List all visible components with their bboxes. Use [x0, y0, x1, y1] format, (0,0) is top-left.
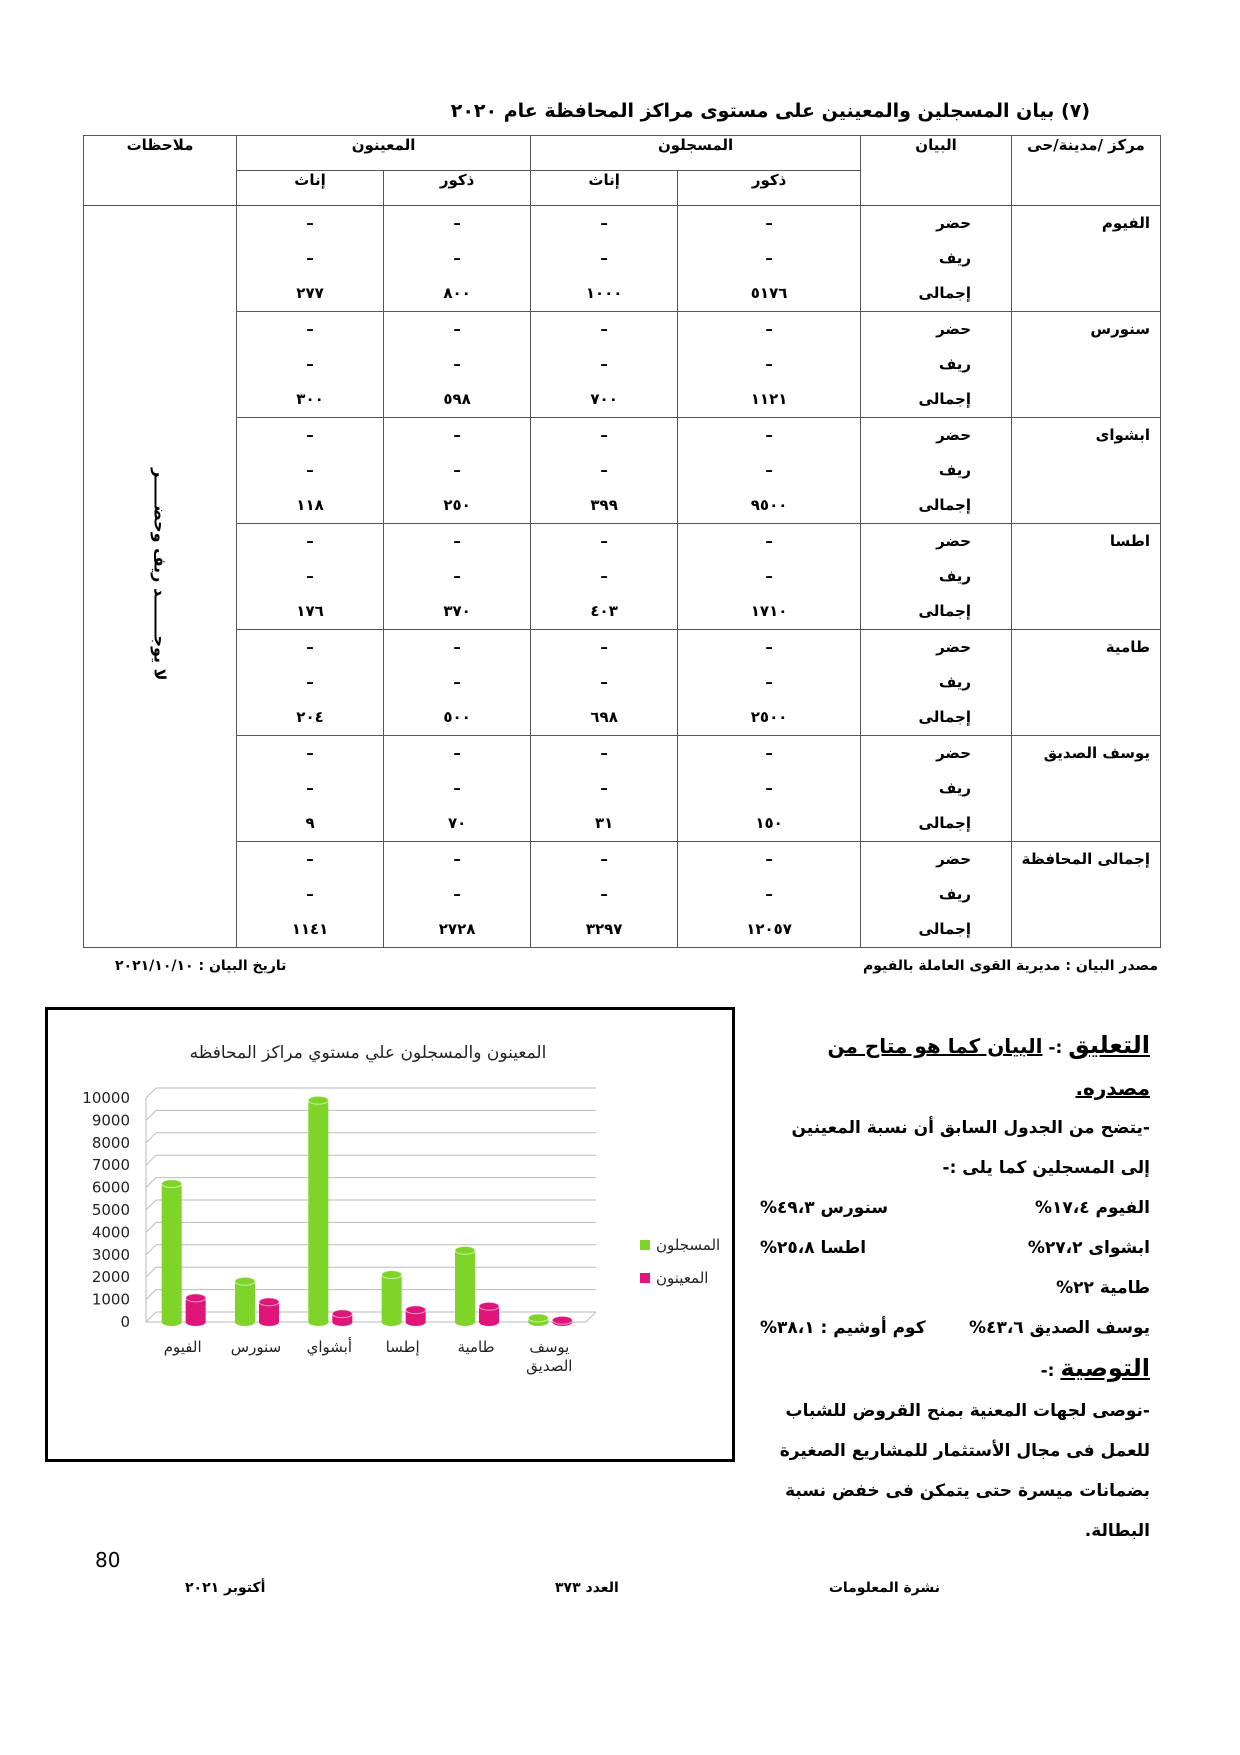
- ratio-item: ابشواى ٢٧،٢%: [1027, 1238, 1150, 1258]
- table-row: [84, 312, 1161, 418]
- cell-dash: –: [453, 850, 461, 868]
- cell-dash: –: [600, 320, 608, 338]
- cell-dash: –: [453, 320, 461, 338]
- legend-label: المعينون: [656, 1269, 709, 1287]
- cell-dash: –: [453, 249, 461, 267]
- footer-center: العدد ٣٧٣: [555, 1580, 619, 1596]
- cell-dash: –: [453, 567, 461, 585]
- recommendation-sep: :-: [1040, 1361, 1055, 1381]
- bar-registered-top: [162, 1180, 182, 1188]
- cell-total: ٣٩٩: [590, 496, 618, 514]
- x-tick-label: أبشواي: [306, 1338, 353, 1356]
- row-label: ريف: [938, 567, 971, 585]
- header-appointed: المعينون: [237, 136, 531, 171]
- cell-total: ٢٥٠٠: [750, 708, 788, 726]
- row-label: ريف: [938, 249, 971, 267]
- cell-dash: –: [306, 320, 314, 338]
- ratio-row: [760, 1308, 1150, 1348]
- cell-dash: –: [453, 426, 461, 444]
- district-name: سنورس: [1012, 312, 1161, 418]
- notes-text: لا يوجـــــــد ريف وحضـــــر: [150, 468, 170, 681]
- cell-dash: –: [600, 461, 608, 479]
- bar-registered-base: [455, 1318, 475, 1326]
- cell-dash: –: [765, 249, 773, 267]
- comment-heading-rest: البيان كما هو متاح من: [827, 1034, 1043, 1058]
- ratio-row: [760, 1268, 1150, 1308]
- table-row: [84, 418, 1161, 524]
- bar-registered: [455, 1250, 475, 1322]
- bar-registered-top: [528, 1314, 548, 1322]
- cell-dash: –: [600, 426, 608, 444]
- district-name: طامية: [1012, 630, 1161, 736]
- cell-dash: –: [453, 355, 461, 373]
- comment-sep: :-: [1048, 1038, 1063, 1058]
- district-name: إجمالى المحافظة: [1012, 842, 1161, 948]
- bar-registered-base: [382, 1318, 402, 1326]
- row-label: ريف: [938, 885, 971, 903]
- table-row: [84, 206, 1161, 312]
- cell-dash: –: [306, 426, 314, 444]
- ratio-item: اطسا ٢٥،٨%: [760, 1238, 867, 1258]
- cell-total: ٣٢٩٧: [585, 920, 623, 938]
- row-label: حضر: [936, 638, 971, 656]
- chart-title: المعينون والمسجلون علي مستوي مراكز المحافظه: [189, 1043, 547, 1063]
- cell-total: ٩٥٠٠: [750, 496, 788, 514]
- bar-appointed-top: [186, 1294, 206, 1302]
- gridline-slant: [146, 1155, 156, 1165]
- ratio-item: يوسف الصديق ٤٣،٦%: [969, 1318, 1150, 1338]
- cell-dash: –: [453, 214, 461, 232]
- y-tick-label: 6000: [91, 1178, 130, 1197]
- x-axis-corner: [586, 1312, 596, 1322]
- cell-dash: –: [306, 249, 314, 267]
- cell-dash: –: [600, 744, 608, 762]
- cell-total: ١٢٠٥٧: [746, 920, 792, 938]
- cell-dash: –: [306, 355, 314, 373]
- cell-total: ١٧١٠: [750, 602, 788, 620]
- cell-dash: –: [600, 638, 608, 656]
- x-tick-label: سنورس: [230, 1338, 282, 1356]
- table-title: (٧) بيان المسجلين والمعينين على مستوى مراكز المحافظة عام ٢٠٢٠: [450, 100, 1090, 122]
- cell-dash: –: [765, 320, 773, 338]
- page-number: 80: [95, 1548, 121, 1572]
- row-label: ريف: [938, 355, 971, 373]
- cell-dash: –: [306, 214, 314, 232]
- district-name: يوسف الصديق: [1012, 736, 1161, 842]
- cell-total: ٧٠: [447, 814, 467, 832]
- y-tick-label: 2000: [91, 1268, 130, 1287]
- comment-heading: التعليق: [1068, 1031, 1150, 1059]
- gridline-slant: [146, 1178, 156, 1188]
- gridline-slant: [146, 1245, 156, 1255]
- cell-dash: –: [765, 355, 773, 373]
- cell-total: ١١٨: [296, 496, 324, 514]
- cell-dash: –: [600, 779, 608, 797]
- cell-total: ١١٤١: [291, 920, 329, 938]
- gridline-slant: [146, 1110, 156, 1120]
- header-notes: ملاحظات: [84, 136, 237, 206]
- cell-dash: –: [453, 532, 461, 550]
- row-label: حضر: [936, 426, 971, 444]
- bar-appointed-base: [259, 1318, 279, 1326]
- cell-total: ٦٩٨: [590, 708, 618, 726]
- bar-registered-base: [162, 1318, 182, 1326]
- cell-dash: –: [453, 779, 461, 797]
- footer-left: أكتوبر ٢٠٢١: [185, 1580, 266, 1596]
- cell-total: ١١٢١: [750, 390, 788, 408]
- cell-dash: –: [306, 779, 314, 797]
- cell-dash: –: [453, 673, 461, 691]
- cell-dash: –: [600, 532, 608, 550]
- cell-total: ٧٠٠: [590, 390, 618, 408]
- cell-dash: –: [765, 214, 773, 232]
- legend-label: المسجلون: [656, 1236, 721, 1254]
- gridline-slant: [146, 1222, 156, 1232]
- y-tick-label: 1000: [91, 1290, 130, 1309]
- ratio-list: [760, 1188, 1150, 1348]
- header-district: مركز /مدينة/حى: [1012, 136, 1161, 206]
- cell-dash: –: [765, 532, 773, 550]
- row-label: إجمالى: [918, 814, 971, 832]
- x-tick-label: طامية: [457, 1338, 495, 1356]
- ratio-item: كوم أوشيم : ٣٨،١%: [760, 1318, 926, 1338]
- bar-registered-top: [382, 1271, 402, 1279]
- bar-registered: [162, 1184, 182, 1322]
- table-row: [84, 736, 1161, 842]
- cell-total: ١٥٠: [755, 814, 783, 832]
- row-label: ريف: [938, 779, 971, 797]
- cell-total: ٥٩٨: [443, 390, 471, 408]
- y-tick-label: 0: [120, 1313, 130, 1331]
- bar-registered: [235, 1281, 255, 1322]
- bar-registered-top: [235, 1277, 255, 1285]
- row-label: حضر: [936, 214, 971, 232]
- y-tick-label: 8000: [91, 1133, 130, 1152]
- cell-dash: –: [600, 567, 608, 585]
- cell-dash: –: [306, 567, 314, 585]
- y-tick-label: 3000: [91, 1245, 130, 1264]
- cell-dash: –: [306, 673, 314, 691]
- gridline-slant: [146, 1312, 156, 1322]
- cell-dash: –: [306, 461, 314, 479]
- row-label: حضر: [936, 850, 971, 868]
- gridline-slant: [146, 1133, 156, 1143]
- bar-appointed-base: [479, 1318, 499, 1326]
- cell-total: ٢٧٧: [296, 284, 324, 302]
- cell-dash: –: [600, 249, 608, 267]
- cell-total: ٩: [305, 814, 315, 832]
- cell-dash: –: [453, 638, 461, 656]
- header-statement: البيان: [861, 136, 1012, 206]
- cell-total: ١٠٠٠: [585, 284, 623, 302]
- header-registered: المسجلون: [531, 136, 861, 171]
- row-label: إجمالى: [918, 920, 971, 938]
- cell-dash: –: [765, 850, 773, 868]
- bar-appointed-top: [552, 1316, 572, 1324]
- x-tick-label: الفيوم: [163, 1338, 202, 1356]
- row-label: ريف: [938, 461, 971, 479]
- district-name: ابشواى: [1012, 418, 1161, 524]
- y-tick-label: 10000: [82, 1089, 130, 1107]
- data-table: [83, 135, 1161, 948]
- header-reg-females: إناث: [531, 171, 678, 206]
- y-tick-label: 7000: [91, 1156, 130, 1175]
- comment-block: [760, 1025, 1150, 1551]
- comment-heading-rest2: مصدره.: [1075, 1076, 1150, 1100]
- cell-dash: –: [600, 673, 608, 691]
- gridline-slant: [146, 1290, 156, 1300]
- comment-intro: -يتضح من الجدول السابق أن نسبة المعينين إلى المسجلين كما يلى :-: [791, 1118, 1150, 1178]
- chart-box: [45, 1007, 735, 1462]
- cell-total: ٢٧٢٨: [438, 920, 476, 938]
- cell-total: ٢٠٤: [296, 708, 324, 726]
- bar-appointed-top: [332, 1310, 352, 1318]
- cell-dash: –: [306, 532, 314, 550]
- row-label: إجمالى: [918, 390, 971, 408]
- cell-total: ٥٠٠: [443, 708, 471, 726]
- ratio-item: سنورس ٤٩،٣%: [760, 1198, 889, 1218]
- bar-registered-base: [308, 1318, 328, 1326]
- district-name: الفيوم: [1012, 206, 1161, 312]
- header-reg-males: ذكور: [678, 171, 861, 206]
- cell-dash: –: [765, 744, 773, 762]
- date-note: تاريخ البيان : ٢٠٢١/١٠/١٠: [115, 958, 287, 974]
- cell-total: ١٧٦: [296, 602, 324, 620]
- row-label: حضر: [936, 744, 971, 762]
- header-app-females: إناث: [237, 171, 384, 206]
- bar-appointed-top: [259, 1298, 279, 1306]
- row-label: إجمالى: [918, 496, 971, 514]
- bar-registered-base: [235, 1318, 255, 1326]
- legend-swatch: [640, 1240, 650, 1250]
- cell-dash: –: [453, 461, 461, 479]
- bar-appointed-top: [479, 1302, 499, 1310]
- x-tick-label: يوسف: [529, 1338, 570, 1356]
- bar-registered: [308, 1100, 328, 1322]
- cell-total: ٣٧٠: [443, 602, 471, 620]
- row-label: إجمالى: [918, 602, 971, 620]
- cell-dash: –: [765, 638, 773, 656]
- x-tick-label: إطسا: [385, 1338, 420, 1356]
- x-tick-label: الصديق: [526, 1357, 573, 1375]
- table-row: [84, 524, 1161, 630]
- legend-swatch: [640, 1273, 650, 1283]
- ratio-item: الفيوم ١٧،٤%: [1034, 1198, 1150, 1218]
- recommendation-text: -نوصى لجهات المعنية بمنح القروض للشباب للعمل فى مجال الأستثمار للمشاريع الصغيرة بضمانات ميسرة حتى يتمكن فى خفض نسبة البطالة.: [779, 1401, 1150, 1541]
- table-row: [84, 630, 1161, 736]
- gridline-slant: [146, 1200, 156, 1210]
- cell-total: ٣٠٠: [296, 390, 324, 408]
- row-label: حضر: [936, 320, 971, 338]
- cell-dash: –: [306, 744, 314, 762]
- cell-dash: –: [306, 850, 314, 868]
- cell-total: ٢٥٠: [443, 496, 471, 514]
- gridline-slant: [146, 1088, 156, 1098]
- recommendation-heading: التوصية: [1060, 1354, 1150, 1382]
- row-label: إجمالى: [918, 284, 971, 302]
- row-label: ريف: [938, 673, 971, 691]
- bar-registered: [382, 1275, 402, 1322]
- table-row: [84, 842, 1161, 948]
- bar-appointed-base: [186, 1318, 206, 1326]
- y-tick-label: 9000: [91, 1111, 130, 1130]
- cell-dash: –: [600, 214, 608, 232]
- cell-dash: –: [600, 850, 608, 868]
- cell-dash: –: [306, 885, 314, 903]
- ratio-row: [760, 1188, 1150, 1228]
- row-label: حضر: [936, 532, 971, 550]
- cell-total: ٣١: [594, 814, 614, 832]
- bar-registered-top: [455, 1246, 475, 1254]
- cell-dash: –: [765, 779, 773, 797]
- cell-dash: –: [765, 885, 773, 903]
- cell-total: ٤٠٣: [590, 602, 618, 620]
- bar-registered-top: [308, 1096, 328, 1104]
- footer-right: نشرة المعلومات: [828, 1580, 940, 1596]
- cell-dash: –: [765, 461, 773, 479]
- cell-dash: –: [453, 744, 461, 762]
- ratio-item: طامية ٢٢%: [1056, 1278, 1150, 1298]
- row-label: إجمالى: [918, 708, 971, 726]
- bar-chart: [48, 1010, 732, 1459]
- cell-dash: –: [765, 426, 773, 444]
- cell-total: ٨٠٠: [443, 284, 471, 302]
- y-tick-label: 4000: [91, 1223, 130, 1242]
- bar-appointed-base: [406, 1318, 426, 1326]
- bar-appointed-base: [332, 1318, 352, 1326]
- cell-total: ٥١٧٦: [750, 284, 788, 302]
- cell-dash: –: [453, 885, 461, 903]
- district-name: اطسا: [1012, 524, 1161, 630]
- source-note: مصدر البيان : مديرية القوى العاملة بالفيوم: [862, 958, 1158, 974]
- cell-dash: –: [765, 567, 773, 585]
- cell-dash: –: [765, 673, 773, 691]
- cell-dash: –: [600, 885, 608, 903]
- gridline-slant: [146, 1267, 156, 1277]
- y-tick-label: 5000: [91, 1201, 130, 1219]
- header-app-males: ذكور: [384, 171, 531, 206]
- cell-dash: –: [600, 355, 608, 373]
- cell-dash: –: [306, 638, 314, 656]
- ratio-row: [760, 1228, 1150, 1268]
- bar-appointed-top: [406, 1306, 426, 1314]
